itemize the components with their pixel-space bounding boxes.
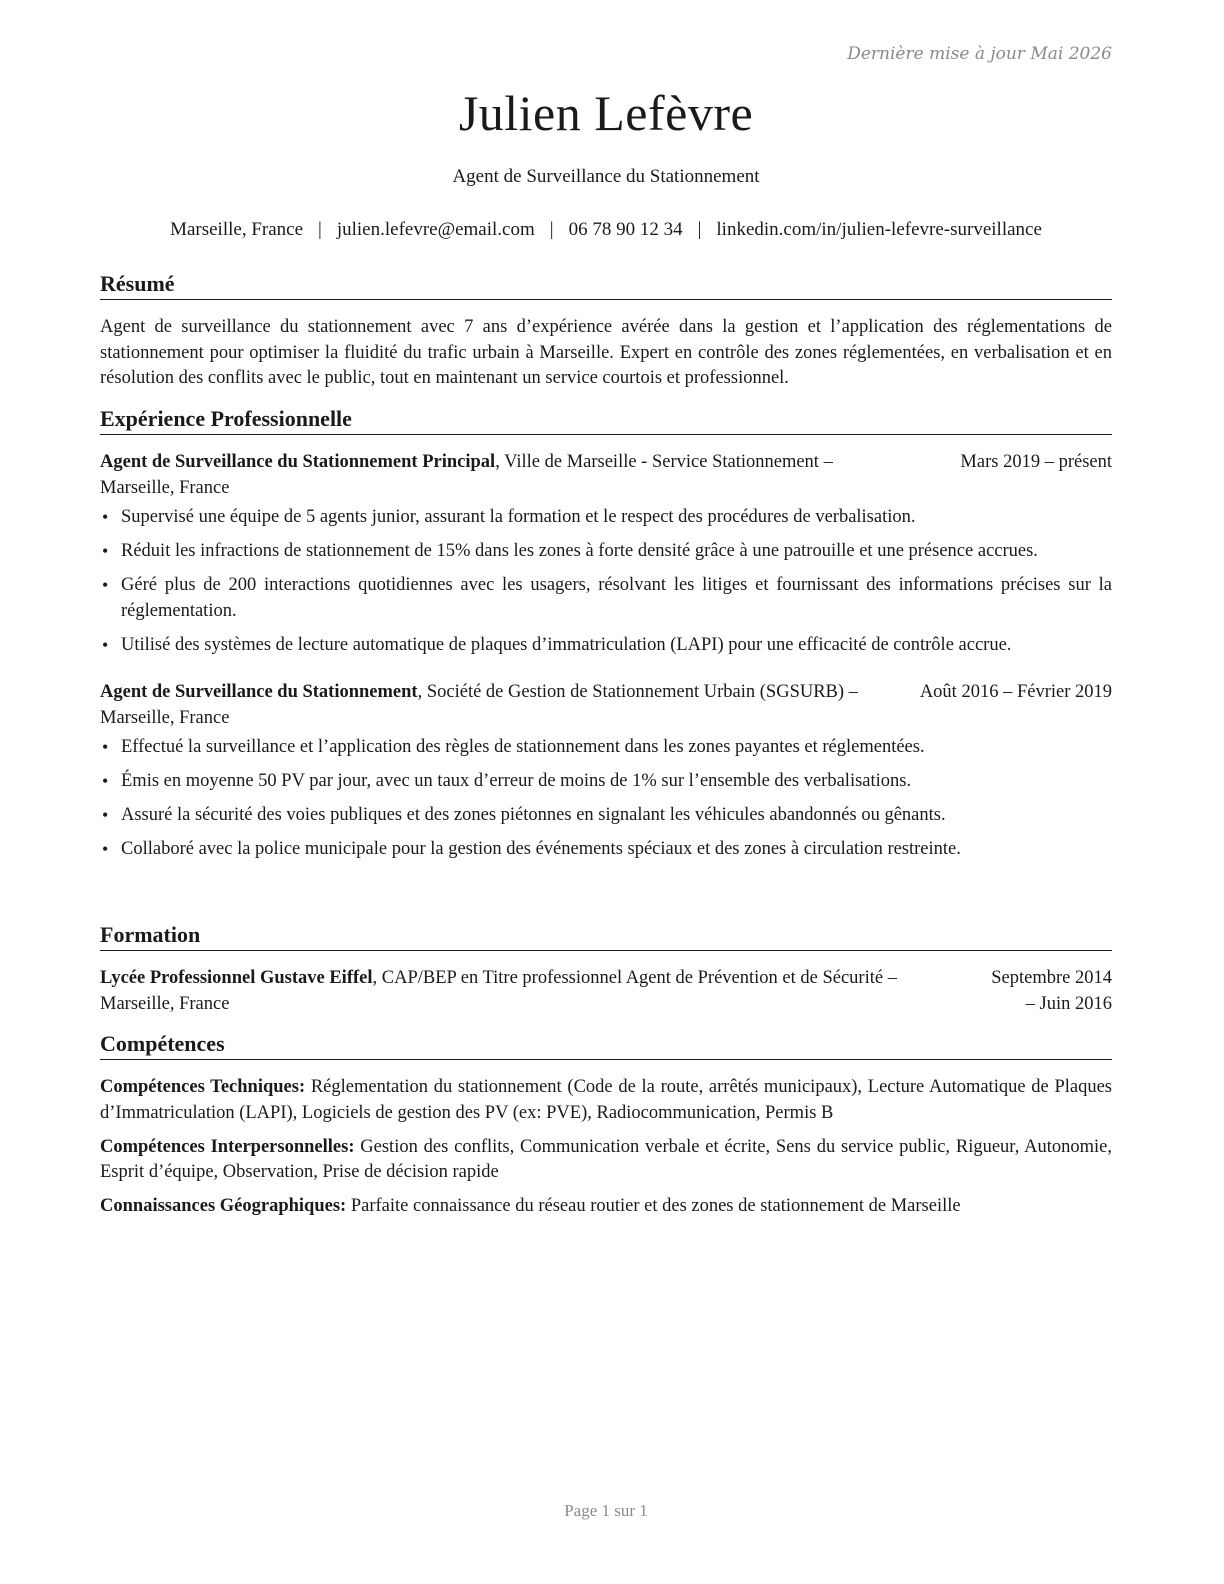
last-updated: Dernière mise à jour Mai 2026 <box>847 44 1112 64</box>
contact-location: Marseille, France <box>170 219 304 240</box>
contact-phone: 06 78 90 12 34 <box>568 219 683 240</box>
job-bullets <box>100 505 1112 658</box>
education-degree: , CAP/BEP en Titre professionnel Agent de Prévention et de Sécurité – Marseille, France <box>100 968 897 1014</box>
candidate-name: Julien Lefèvre <box>458 85 754 141</box>
contact-email[interactable]: julien.lefevre@email.com <box>336 219 535 240</box>
job-bullet: • Utilisé des systèmes de lecture automatique de plaques d’immatriculation (LAPI) pour une efficacité de contrôle accrue. <box>100 633 1112 659</box>
job-bullet: • Supervisé une équipe de 5 agents junior, assurant la formation et le respect des procédures de verbalisation. <box>100 505 1112 531</box>
section-title: Formation <box>100 921 1112 951</box>
summary-text: Agent de surveillance du stationnement avec 7 ans d’expérience avérée dans la gestion et l’application des réglementations de stationnement pour optimiser la fluidité du trafic urbain à Marseille. Expert en contrôle des zones réglementées, en verbalisation et en résolution des conflits avec le public, tout en maintenant un service courtois et professionnel. <box>100 317 1112 388</box>
job-bullet: • Géré plus de 200 interactions quotidiennes avec les usagers, résolvant les litiges et fournissant des informations précises sur la réglementation. <box>100 573 1112 624</box>
candidate-role: Agent de Surveillance du Stationnement <box>452 166 760 187</box>
section-title: Résumé <box>100 270 1112 300</box>
section-title: Compétences <box>100 1030 1112 1060</box>
skills-section <box>100 1030 1112 1228</box>
job-entry <box>100 680 1112 863</box>
skill-text: Parfaite connaissance du réseau routier et des zones de stationnement de Marseille <box>346 1196 961 1216</box>
skills-list <box>100 1075 1112 1220</box>
summary-section <box>100 270 1112 392</box>
skill-text: Gestion des conflits, Communication verbale et écrite, Sens du service public, Rigueur, Autonomie, Esprit d’équipe, Observation, Prise de décision rapide <box>100 1136 1112 1182</box>
experience-section <box>100 405 1112 863</box>
contact-line <box>88 219 1124 241</box>
skill-text: Réglementation du stationnement (Code de la route, arrêtés municipaux), Lecture Automatique de Plaques d’Immatriculation (LAPI), Logiciels de gestion des PV (ex: PVE), Radiocommunication, Permis B <box>100 1077 1112 1123</box>
education-section <box>100 921 1112 1017</box>
skill-item <box>100 1194 1112 1220</box>
page-number: Page 1 sur 1 <box>564 1501 648 1520</box>
contact-separator: | <box>318 219 322 240</box>
job-bullet: • Émis en moyenne 50 PV par jour, avec un taux d’erreur de moins de 1% sur l’ensemble des verbalisations. <box>100 769 1112 795</box>
skill-label: Compétences Interpersonnelles: <box>100 1136 355 1157</box>
section-title: Expérience Professionnelle <box>100 405 1112 435</box>
job-organization: , Ville de Marseille - Service Stationnement – Marseille, France <box>100 452 833 498</box>
job-entry <box>100 450 1112 658</box>
job-bullet: • Collaboré avec la police municipale pour la gestion des événements spéciaux et des zones à circulation restreinte. <box>100 837 1112 863</box>
job-header <box>100 680 1112 731</box>
education-dates: Septembre 2014 – Juin 2016 <box>991 968 1112 1014</box>
education-school: Lycée Professionnel Gustave Eiffel <box>100 968 373 988</box>
job-bullet: • Effectué la surveillance et l’application des règles de stationnement dans les zones payantes et réglementées. <box>100 735 1112 761</box>
job-bullet: • Réduit les infractions de stationnement de 15% dans les zones à forte densité grâce à une patrouille et une présence accrues. <box>100 539 1112 565</box>
skill-label: Compétences Techniques: <box>100 1077 306 1097</box>
skill-item <box>100 1075 1112 1126</box>
job-position: Agent de Surveillance du Stationnement <box>100 682 418 702</box>
job-header <box>100 450 1112 501</box>
contact-separator: | <box>549 219 554 240</box>
skill-item <box>100 1135 1112 1186</box>
skill-label: Connaissances Géographiques: <box>100 1196 347 1216</box>
job-bullet: • Assuré la sécurité des voies publiques et des zones piétonnes en signalant les véhicules abandonnés ou gênants. <box>100 803 1112 829</box>
job-organization: , Société de Gestion de Stationnement Urbain (SGSURB) – Marseille, France <box>100 682 858 728</box>
job-dates: Mars 2019 – présent <box>960 452 1112 472</box>
job-bullets <box>100 735 1112 863</box>
education-entry <box>100 966 1112 1017</box>
contact-linkedin[interactable]: linkedin.com/in/julien-lefevre-surveillance <box>716 219 1042 240</box>
job-dates: Août 2016 – Février 2019 <box>919 682 1112 702</box>
contact-separator: | <box>697 219 702 240</box>
job-position: Agent de Surveillance du Stationnement Principal <box>100 452 496 472</box>
resume-page <box>100 0 1112 1584</box>
